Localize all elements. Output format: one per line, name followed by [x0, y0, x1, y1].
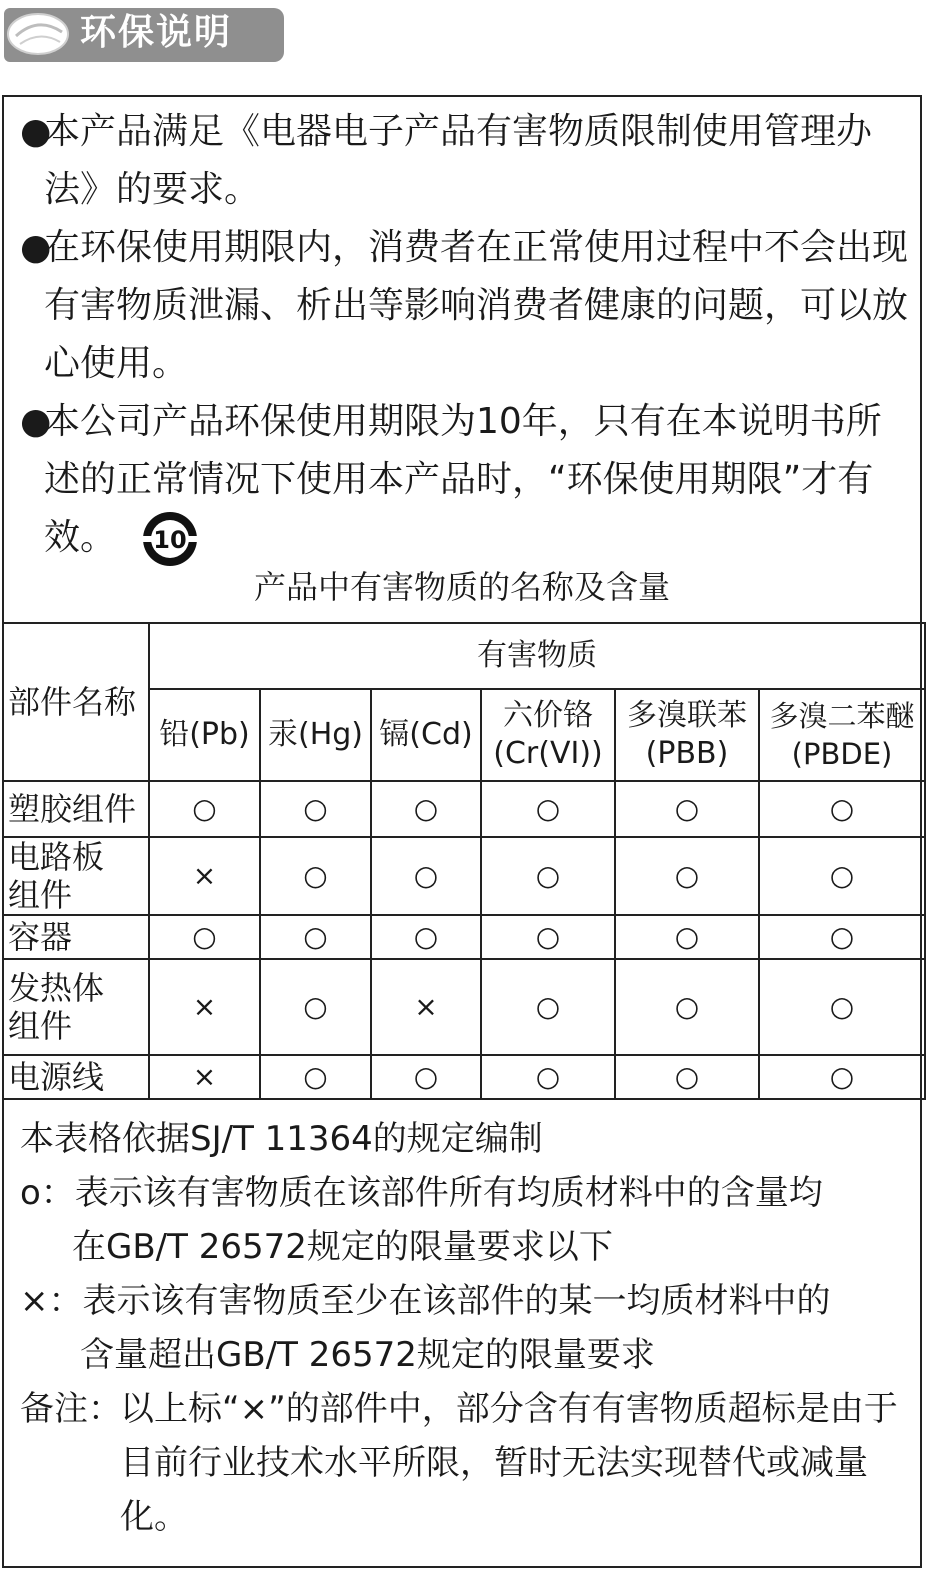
substance-mark: ○ [260, 837, 371, 915]
substance-mark: ○ [481, 781, 615, 837]
table-row [3, 1055, 925, 1099]
remark-text: 以上标“×”的部件中，部分含有有害物质超标是由于目前行业技术水平所限，暂时无法实现替代或减量化。 [120, 1389, 898, 1537]
substance-mark: ○ [615, 1055, 759, 1099]
table-row [3, 959, 925, 1055]
statement-item [20, 393, 910, 569]
substance-mark: ○ [481, 959, 615, 1055]
part-name: 发热体组件 [3, 959, 149, 1055]
hazard-group-header: 有害物质 [149, 623, 925, 689]
substance-mark: ○ [260, 915, 371, 959]
substance-mark: ○ [371, 1055, 481, 1099]
table-title: 产品中有害物质的名称及含量 [253, 568, 670, 606]
substance-mark: ○ [371, 837, 481, 915]
column-header-pb: 铅(Pb) [149, 689, 260, 781]
substance-mark: ○ [260, 1055, 371, 1099]
substance-mark: ○ [615, 837, 759, 915]
substance-mark: ○ [759, 915, 925, 959]
column-header-hg: 汞(Hg) [260, 689, 371, 781]
epup-10-logo-icon [137, 509, 203, 569]
hazardous-substance-table [2, 622, 926, 1100]
substance-mark: ○ [371, 915, 481, 959]
part-name: 电路板组件 [3, 837, 149, 915]
bullet-icon: ● [20, 227, 52, 268]
table-row [3, 837, 925, 915]
column-header-pbb: 多溴联苯 (PBB) [615, 689, 759, 781]
remark-label: 备注： [20, 1389, 122, 1429]
column-header-cd: 镉(Cd) [371, 689, 481, 781]
page-title: 环保说明 [80, 12, 233, 53]
substance-mark: ○ [260, 781, 371, 837]
cross-legend-line: 含量超出GB/T 26572规定的限量要求 [80, 1335, 655, 1375]
column-header-pbde: 多溴二苯醚 (PBDE) [759, 689, 925, 781]
substance-mark: × [149, 837, 260, 915]
leaf-icon [4, 6, 76, 58]
part-name: 电源线 [3, 1055, 149, 1099]
substance-mark: ○ [371, 781, 481, 837]
substance-mark: ○ [260, 959, 371, 1055]
statement-text: 在环保使用期限内，消费者在正常使用过程中不会出现有害物质泄漏、析出等影响消费者健康的问题，可以放心使用。 [44, 227, 909, 384]
substance-mark: ○ [481, 915, 615, 959]
part-name: 塑胶组件 [3, 781, 149, 837]
substance-mark: ○ [759, 1055, 925, 1099]
part-name: 容器 [3, 915, 149, 959]
epup-logo-number: 10 [153, 526, 188, 554]
circle-legend-line: o：表示该有害物质在该部件所有均质材料中的含量均 [20, 1173, 823, 1213]
statement-item [20, 219, 910, 393]
substance-mark: ○ [759, 781, 925, 837]
remark-note [20, 1382, 915, 1544]
statement-item [20, 103, 910, 219]
statement-text: 本公司产品环保使用期限为10年，只有在本说明书所述的正常情况下使用本产品时，“环保使用期限”才有效。 [44, 401, 882, 558]
part-name-header: 部件名称 [3, 623, 149, 781]
statement-list [20, 103, 910, 569]
substance-mark: × [371, 959, 481, 1055]
substance-mark: ○ [759, 959, 925, 1055]
substance-mark: ○ [481, 837, 615, 915]
substance-mark: ○ [615, 959, 759, 1055]
substance-mark: ○ [149, 781, 260, 837]
substance-mark: × [149, 1055, 260, 1099]
substance-mark: ○ [615, 915, 759, 959]
circle-legend-line: 在GB/T 26572规定的限量要求以下 [72, 1227, 613, 1267]
substance-mark: × [149, 959, 260, 1055]
statement-text: 本产品满足《电器电子产品有害物质限制使用管理办法》的要求。 [44, 111, 873, 210]
substance-mark: ○ [759, 837, 925, 915]
bullet-icon: ● [20, 401, 52, 442]
bullet-icon: ● [20, 111, 52, 152]
substance-mark: ○ [481, 1055, 615, 1099]
substance-mark: ○ [149, 915, 260, 959]
table-notes [20, 1112, 915, 1544]
column-header-crvi: 六价铬 (Cr(VI)) [481, 689, 615, 781]
standard-note: 本表格依据SJ/T 11364的规定编制 [20, 1119, 543, 1159]
table-row [3, 915, 925, 959]
substance-mark: ○ [615, 781, 759, 837]
content-frame [2, 95, 922, 1568]
cross-legend-line: ×：表示该有害物质至少在该部件的某一均质材料中的 [20, 1281, 831, 1321]
table-row [3, 781, 925, 837]
